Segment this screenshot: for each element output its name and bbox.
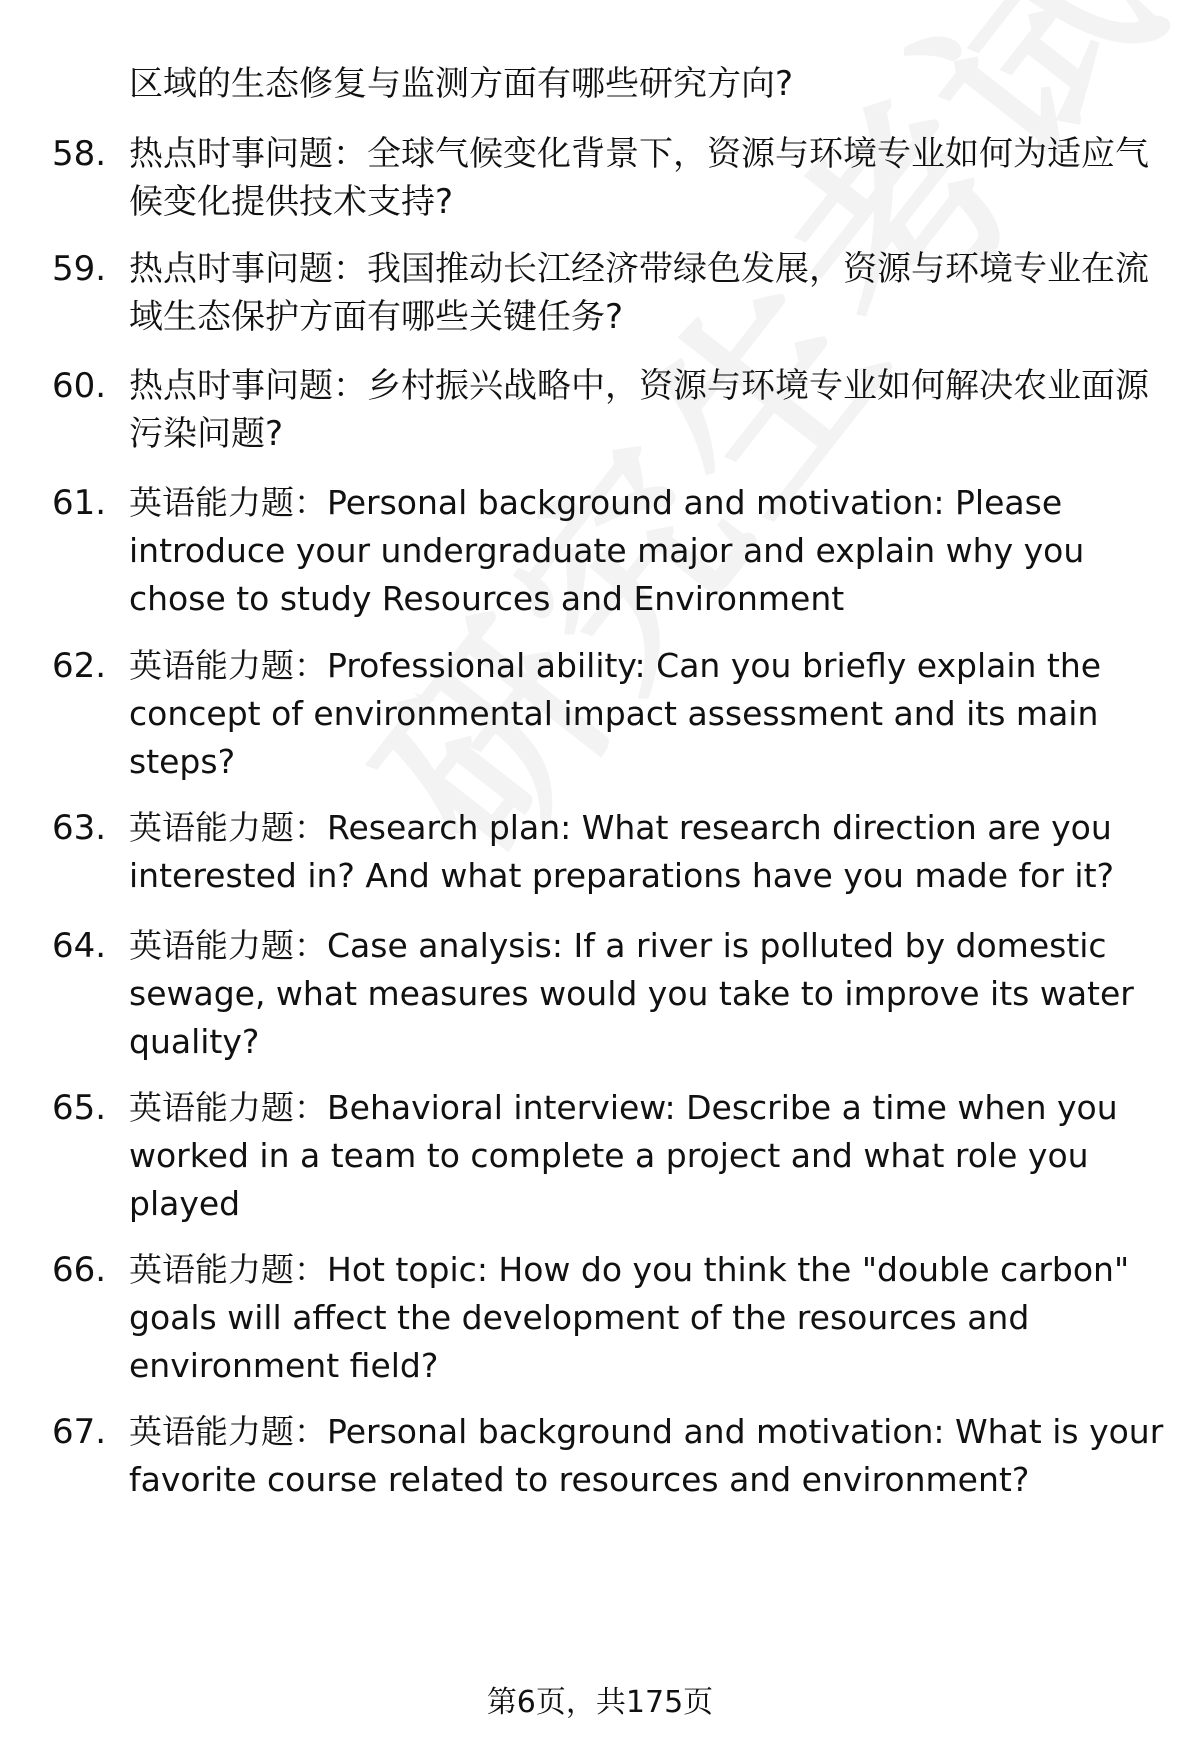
question-text: 英语能力题：Case analysis: If a river is polluted by domestic sewage, what measures would you take to improve its water quality?: [129, 926, 1134, 1061]
question-number: 67.: [52, 1412, 107, 1452]
question-item: [52, 1408, 1162, 1504]
question-number: 64.: [52, 926, 107, 966]
question-number: 59.: [52, 249, 107, 289]
question-text: 英语能力题：Hot topic: How do you think the "double carbon" goals will affect the development of the resources and environment field?: [129, 1250, 1130, 1385]
question-number: 58.: [52, 134, 107, 174]
question-item: [52, 362, 1162, 458]
question-text: 英语能力题：Personal background and motivation: Please introduce your undergraduate major and explain why you chose to study Resources and Environment: [129, 483, 1085, 618]
question-text: 热点时事问题：全球气候变化背景下，资源与环境专业如何为适应气候变化提供技术支持?: [129, 134, 1149, 222]
question-text: 热点时事问题：我国推动长江经济带绿色发展，资源与环境专业在流域生态保护方面有哪些关键任务?: [129, 249, 1149, 337]
question-item: [52, 1084, 1162, 1228]
question-item: [52, 479, 1162, 623]
question-number: 65.: [52, 1088, 107, 1128]
question-number: 60.: [52, 366, 107, 406]
question-item: [52, 642, 1162, 786]
question-item: [52, 245, 1162, 341]
question-number: 63.: [52, 808, 107, 848]
question-text: 热点时事问题：乡村振兴战略中，资源与环境专业如何解决农业面源污染问题?: [129, 366, 1149, 454]
question-text: 英语能力题：Behavioral interview: Describe a time when you worked in a team to complete a project and what role you played: [129, 1088, 1118, 1223]
question-text: 英语能力题：Research plan: What research direction are you interested in? And what preparations have you made for it?: [129, 808, 1115, 895]
question-number: 66.: [52, 1250, 107, 1290]
question-item: [52, 1246, 1162, 1390]
question-item: [52, 130, 1162, 226]
question-number: 61.: [52, 483, 107, 523]
page-number-footer: 第6页，共175页: [486, 1685, 714, 1720]
question-text: 英语能力题：Personal background and motivation: What is your favorite course related to resources and environment?: [129, 1412, 1164, 1499]
question-item: [52, 804, 1162, 900]
continued-question-text: 区域的生态修复与监测方面有哪些研究方向?: [129, 64, 794, 104]
question-item: [52, 922, 1162, 1066]
question-number: 62.: [52, 646, 107, 686]
question-text: 英语能力题：Professional ability: Can you briefly explain the concept of environmental impact assessment and its main steps?: [129, 646, 1102, 781]
